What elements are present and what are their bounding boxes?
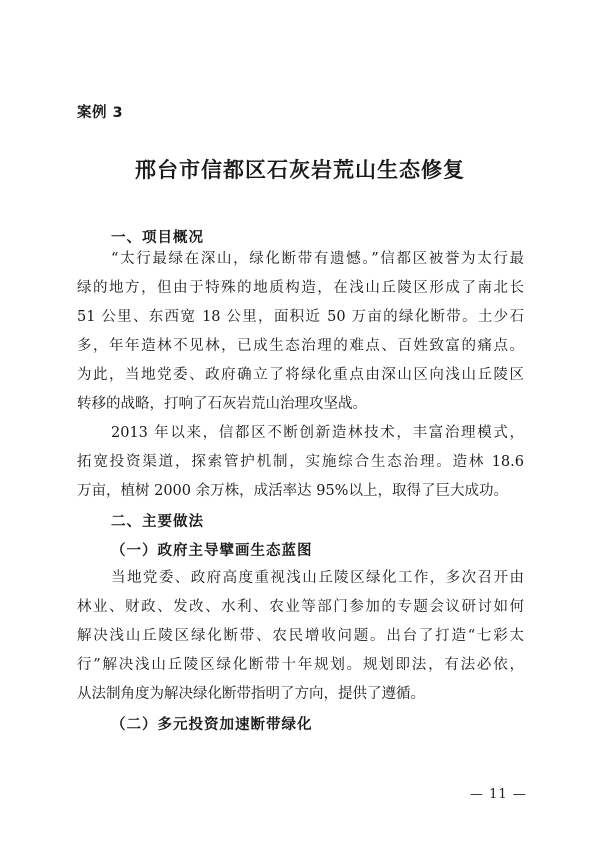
paragraph-line: 绿的地方，但由于特殊的地质构造，在浅山丘陵区形成了南北长 [77,280,524,296]
paragraph-line: 51 公里、东西宽 18 公里，面积近 50 万亩的绿化断带。土少石 [77,309,524,325]
subsection-heading-government: （一）政府主导擘画生态蓝图 [111,543,313,559]
paragraph-line: 2013 年以来，信都区不断创新造林技术，丰富治理模式， [111,425,524,441]
paragraph-line: 解决浅山丘陵区绿化断带、农民增收问题。出台了打造“七彩太 [77,628,524,644]
paragraph-line: 行”解决浅山丘陵区绿化断带十年规划。规划即法，有法必依， [77,657,524,673]
paragraph-line: 林业、财政、发改、水利、农业等部门参加的专题会议研讨如何 [77,599,524,615]
paragraph-line: 拓宽投资渠道，探索管护机制，实施综合生态治理。造林 18.6 [77,454,524,470]
paragraph-line: 从法制角度为解决绿化断带指明了方向，提供了遵循。 [77,686,425,702]
page-number: — 11 — [470,787,527,802]
paragraph-line: 多，年年造林不见林，已成生态治理的难点、百姓致富的痛点。 [77,338,524,354]
subsection-heading-investment: （二）多元投资加速断带绿化 [111,717,313,733]
paragraph-line: 为此，当地党委、政府确立了将绿化重点由深山区向浅山丘陵区 [77,367,524,383]
paragraph-line: “太行最绿在深山，绿化断带有遗憾。”信都区被誉为太行最 [111,251,524,267]
paragraph-line: 转移的战略，打响了石灰岩荒山治理攻坚战。 [77,396,367,412]
case-label: 案例 3 [77,105,124,121]
section-heading-methods: 二、主要做法 [111,514,204,530]
paragraph-line: 当地党委、政府高度重视浅山丘陵区绿化工作，多次召开由 [111,570,524,586]
section-heading-overview: 一、项目概况 [111,230,204,246]
paragraph-line: 万亩，植树 2000 余万株，成活率达 95%以上，取得了巨大成功。 [77,483,508,499]
page-title: 邢台市信都区石灰岩荒山生态修复 [135,157,465,182]
